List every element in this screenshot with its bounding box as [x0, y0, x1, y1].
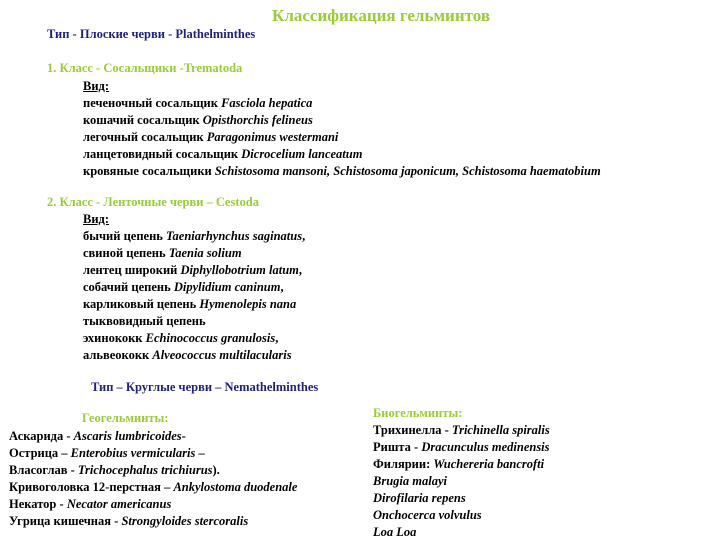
species-label: Вид:	[83, 79, 110, 93]
list-item: печеночный сосальщик Fasciola hepatica	[83, 96, 313, 110]
list-item: Brugia malayi	[373, 474, 447, 488]
geohelminths-heading: Геогельминты:	[82, 411, 169, 425]
list-item: кровяные сосальщики Schistosoma mansoni, Schistosoma japonicum, Schistosoma haematobium	[83, 164, 601, 178]
list-item: эхинококк Echinococcus granulosis,	[83, 331, 279, 345]
type-nemathelminthes: Тип – Круглые черви – Nemathelminthes	[91, 380, 319, 394]
list-item: собачий цепень Dipylidium caninum,	[83, 280, 284, 294]
list-item: Кривоголовка 12-перстная – Ankylostoma duodenale	[9, 480, 298, 494]
cestoda-species-list	[83, 211, 305, 364]
list-item: карликовый цепень Hymenolepis nana	[83, 297, 297, 311]
list-item: Ришта - Dracunculus medinensis	[373, 440, 550, 454]
list-item: легочный сосальщик Paragonimus westermani	[83, 130, 339, 144]
list-item: ланцетовидный сосальщик Dicrocelium lanceatum	[83, 147, 363, 161]
list-item: бычий цепень Taeniarhynchus saginatus,	[83, 229, 306, 243]
list-item: альвеококк Alveococcus multilacularis	[83, 348, 292, 362]
class-cestoda-heading: 2. Класс - Ленточные черви – Cestoda	[47, 195, 259, 209]
list-item: Острица – Enterobius vermicularis –	[9, 446, 205, 460]
list-item: тыквовидный цепень	[83, 314, 206, 328]
list-item: Аскарида - Ascaris lumbricoides-	[9, 429, 186, 443]
trematoda-species-list	[83, 78, 601, 180]
page-title: Классификация гельминтов	[272, 6, 491, 25]
list-item: Loa Loa	[373, 525, 417, 539]
list-item: кошачий сосальщик Opisthorchis felineus	[83, 113, 313, 127]
type-plathelminthes: Тип - Плоские черви - Plathelminthes	[47, 27, 256, 41]
class-trematoda-heading: 1. Класс - Сосальщики -Trematoda	[47, 61, 243, 75]
list-item: Некатор - Necator americanus	[9, 497, 172, 511]
list-item: Onchocerca volvulus	[373, 508, 482, 522]
list-item: Трихинелла - Trichinella spiralis	[373, 423, 550, 437]
species-label: Вид:	[83, 212, 110, 226]
biohelminths-list	[373, 422, 550, 541]
list-item: Филярии: Wuchereria bancrofti	[373, 457, 545, 471]
list-item: лентец широкий Diphyllobotrium latum,	[83, 263, 303, 277]
geohelminths-list	[9, 428, 297, 530]
biohelminths-heading: Биогельминты:	[373, 406, 463, 420]
list-item: Dirofilaria repens	[373, 491, 466, 505]
list-item: Угрица кишечная - Strongyloides stercoralis	[9, 514, 249, 528]
list-item: свиной цепень Taenia solium	[83, 246, 242, 260]
list-item: Власоглав - Trichocephalus trichiurus).	[9, 463, 220, 477]
